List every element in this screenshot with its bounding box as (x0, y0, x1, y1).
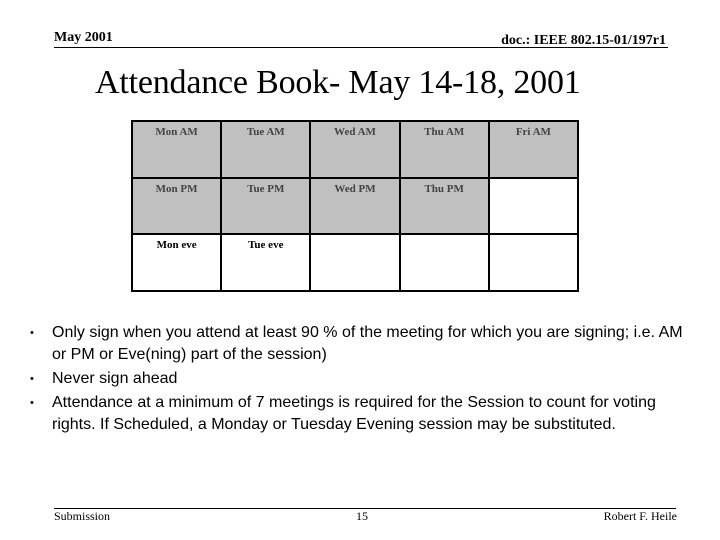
grid-cell-empty (490, 235, 577, 290)
bullet-text: Attendance at a minimum of 7 meetings is required for the Session to count for voting rights. If Scheduled, a Monday or Tuesday Evening session may be substituted. (52, 394, 656, 433)
grid-cell-mon-am: Mon AM (133, 122, 220, 177)
bullet-list (30, 322, 700, 438)
footer-author: Robert F. Heile (603, 509, 677, 523)
grid-cell-fri-am: Fri AM (490, 122, 577, 177)
grid-cell-mon-eve: Mon eve (133, 235, 220, 290)
bullet-marker: • (30, 397, 34, 409)
grid-cell-tue-eve: Tue eve (222, 235, 309, 290)
grid-cell-empty (401, 235, 488, 290)
slide-title: Attendance Book- May 14-18, 2001 (95, 64, 581, 101)
bullet-item (30, 368, 700, 390)
footer-submission: Submission (54, 509, 111, 523)
grid-cell-mon-pm: Mon PM (133, 179, 220, 234)
grid-cell-wed-pm: Wed PM (311, 179, 398, 234)
bullet-text: Only sign when you attend at least 90 % of the meeting for which you are signing; i.e. AM or PM or Eve(ning) part of the session) (52, 324, 683, 363)
grid-cell-thu-pm: Thu PM (401, 179, 488, 234)
grid-cell-empty (311, 235, 398, 290)
footer-page-number: 15 (356, 509, 368, 523)
grid-cell-thu-am: Thu AM (401, 122, 488, 177)
grid-cell-empty (490, 179, 577, 234)
bullet-marker: • (30, 327, 34, 339)
header-rule (54, 47, 668, 48)
grid-cell-wed-am: Wed AM (311, 122, 398, 177)
bullet-item (30, 392, 700, 436)
bullet-item (30, 322, 700, 366)
bullet-marker: • (30, 373, 34, 385)
attendance-grid (131, 120, 579, 292)
header-date: May 2001 (54, 30, 113, 45)
bullet-text: Never sign ahead (52, 370, 178, 387)
header-doc-id: doc.: IEEE 802.15-01/197r1 (501, 33, 666, 48)
grid-cell-tue-pm: Tue PM (222, 179, 309, 234)
grid-cell-tue-am: Tue AM (222, 122, 309, 177)
